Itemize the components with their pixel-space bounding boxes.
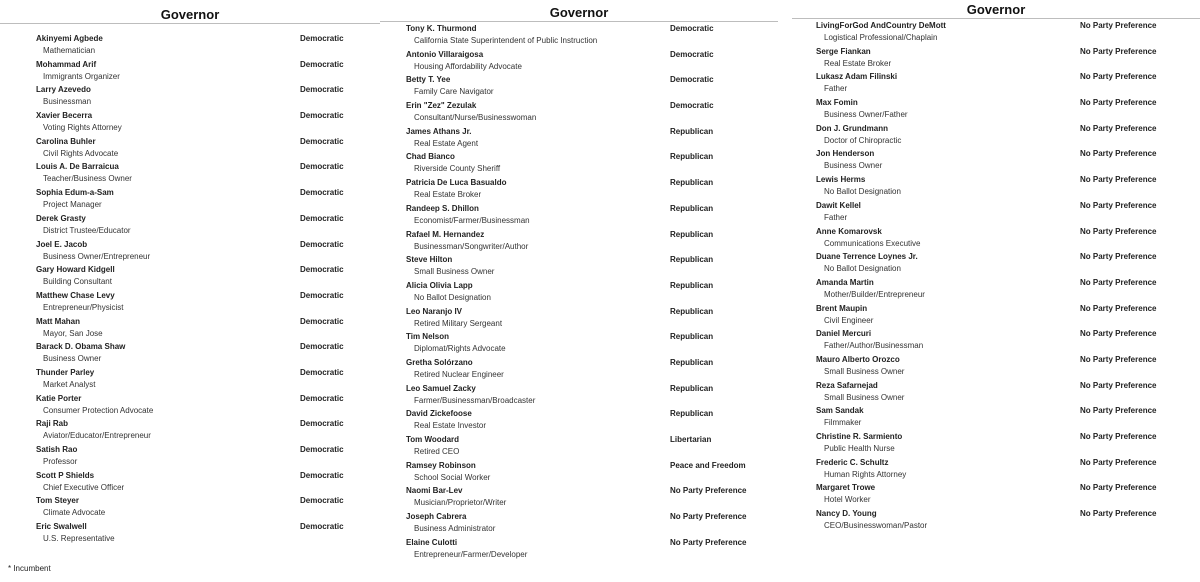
candidate-entry — [0, 136, 380, 162]
candidate-name: Dawit Kellel — [816, 200, 861, 210]
candidate-name: Barack D. Obama Shaw — [36, 342, 126, 352]
candidate-occupation: School Social Worker — [414, 472, 491, 482]
candidate-party: Democratic — [300, 445, 344, 454]
column-heading: Governor — [380, 5, 778, 22]
candidate-name: Eric Swalwell — [36, 522, 87, 532]
candidate-name: Alicia Olivia Lapp — [406, 280, 473, 290]
candidate-party: No Party Preference — [1080, 175, 1157, 185]
candidate-party: Democratic — [300, 393, 344, 403]
candidate-occupation: Hotel Worker — [824, 495, 871, 505]
candidate-entry — [792, 123, 1200, 149]
candidate-party: No Party Preference — [1080, 509, 1157, 519]
candidate-party: Democratic — [670, 24, 714, 33]
candidate-occupation: Mathematician — [43, 46, 96, 55]
candidate-entry — [380, 383, 780, 409]
candidate-party: Republican — [670, 255, 714, 265]
candidate-name: Nancy D. Young — [816, 509, 877, 519]
candidate-party: Democratic — [300, 239, 344, 249]
candidate-party: Republican — [670, 126, 714, 136]
candidate-party: No Party Preference — [1080, 277, 1157, 287]
candidate-name: James Athans Jr. — [406, 126, 472, 136]
candidate-occupation: Consultant/Nurse/Businesswoman — [414, 113, 537, 123]
candidate-occupation: Project Manager — [43, 200, 102, 210]
candidate-occupation: Entrepreneur/Farmer/Developer — [414, 549, 528, 559]
candidate-name: Randeep S. Dhillon — [406, 203, 479, 213]
candidate-occupation: Small Business Owner — [414, 267, 495, 277]
candidate-entry — [380, 485, 780, 511]
candidate-party: Republican — [670, 383, 714, 393]
candidate-party: No Party Preference — [1080, 200, 1157, 210]
candidate-party: Republican — [670, 306, 714, 316]
candidate-party: Democratic — [300, 136, 344, 146]
candidate-entry — [792, 328, 1200, 354]
candidate-name: Scott P Shields — [36, 470, 95, 480]
candidate-name: Daniel Mercuri — [816, 329, 872, 339]
candidate-occupation: U.S. Representative — [43, 534, 115, 544]
incumbent-footnote: * Incumbent — [8, 564, 51, 573]
candidate-occupation: Civil Engineer — [824, 315, 874, 325]
candidate-name: Elaine Culotti — [406, 537, 458, 547]
candidate-entry — [0, 495, 380, 521]
candidate-entry — [792, 457, 1200, 483]
candidate-entry — [380, 357, 780, 383]
candidate-list — [0, 33, 380, 547]
candidate-entry — [380, 254, 780, 280]
candidate-occupation: Public Health Nurse — [824, 444, 895, 453]
candidate-occupation: Consumer Protection Advocate — [43, 405, 154, 415]
candidate-name: Akinyemi Agbede — [36, 34, 103, 43]
candidate-occupation: Professor — [43, 457, 78, 466]
candidate-entry — [0, 290, 380, 316]
candidate-party: Democratic — [670, 49, 714, 59]
candidate-occupation: Business Administrator — [414, 524, 496, 534]
candidate-occupation: Farmer/Businessman/Broadcaster — [414, 395, 536, 405]
candidate-occupation: Diplomat/Rights Advocate — [414, 344, 506, 354]
candidate-name: Satish Rao — [36, 445, 78, 454]
candidate-occupation: Logistical Professional/Chaplain — [824, 33, 938, 42]
candidate-name: Gary Howard Kidgell — [36, 265, 115, 275]
candidate-party: No Party Preference — [670, 537, 747, 547]
candidate-name: Erin "Zez" Zezulak — [406, 101, 477, 111]
candidate-occupation: Market Analyst — [43, 379, 96, 389]
candidate-name: Tim Nelson — [406, 332, 449, 342]
candidate-name: Mauro Alberto Orozco — [816, 354, 900, 364]
candidate-party: Republican — [670, 409, 714, 419]
candidate-occupation: Climate Advocate — [43, 508, 106, 518]
candidate-name: Joseph Cabrera — [406, 512, 467, 522]
candidate-party: Republican — [670, 357, 714, 367]
candidate-occupation: Entrepreneur/Physicist — [43, 302, 124, 312]
candidate-party: Democratic — [300, 162, 344, 172]
candidate-occupation: Economist/Farmer/Businessman — [414, 215, 530, 225]
candidate-name: Sam Sandak — [816, 406, 864, 416]
candidate-party: Democratic — [300, 290, 344, 300]
candidate-name: Chad Bianco — [406, 152, 455, 162]
candidate-entry — [0, 59, 380, 85]
candidate-party: No Party Preference — [670, 512, 747, 522]
candidate-list — [792, 20, 1200, 534]
candidate-entry — [792, 405, 1200, 431]
candidate-occupation: Father — [824, 84, 848, 94]
candidate-name: Ramsey Robinson — [406, 460, 476, 470]
candidate-entry — [0, 470, 380, 496]
candidate-party: Democratic — [300, 85, 344, 95]
candidate-entry — [380, 537, 780, 563]
candidate-name: Larry Azevedo — [36, 85, 91, 95]
candidate-occupation: Filmmaker — [824, 418, 862, 428]
candidate-name: Christine R. Sarmiento — [816, 432, 903, 441]
candidate-name: Serge Fiankan — [816, 46, 871, 56]
candidate-name: Louis A. De Barraicua — [36, 162, 119, 172]
candidate-party: Republican — [670, 229, 714, 239]
candidate-party: Democratic — [300, 111, 344, 121]
candidate-entry — [0, 161, 380, 187]
candidate-name: Derek Grasty — [36, 213, 86, 223]
candidate-name: Katie Porter — [36, 393, 82, 403]
candidate-occupation: Business Owner — [824, 161, 883, 171]
candidate-entry — [380, 100, 780, 126]
candidate-occupation: Small Business Owner — [824, 366, 905, 376]
candidate-party: No Party Preference — [1080, 252, 1157, 262]
candidate-name: Tony K. Thurmond — [406, 24, 477, 33]
candidate-occupation: Father — [824, 212, 848, 222]
candidate-party: No Party Preference — [1080, 149, 1157, 159]
candidate-party: No Party Preference — [1080, 329, 1157, 339]
candidate-occupation: No Ballot Designation — [824, 264, 901, 274]
candidate-entry — [0, 444, 380, 470]
candidate-entry — [792, 71, 1200, 97]
candidate-party: No Party Preference — [670, 486, 747, 496]
candidate-entry — [380, 511, 780, 537]
candidate-name: Carolina Buhler — [36, 136, 96, 146]
candidate-occupation: Business Owner/Father — [824, 110, 908, 120]
candidate-name: Amanda Martin — [816, 277, 874, 287]
candidate-entry — [792, 226, 1200, 252]
candidate-entry — [0, 187, 380, 213]
candidate-party: Democratic — [300, 59, 344, 69]
candidate-entry — [0, 521, 380, 547]
candidate-entry — [0, 316, 380, 342]
candidate-occupation: Communications Executive — [824, 238, 921, 248]
candidate-occupation: Real Estate Investor — [414, 421, 487, 431]
candidate-name: Leo Naranjo IV — [406, 306, 463, 316]
candidate-party: No Party Preference — [1080, 123, 1157, 133]
candidate-party: Republican — [670, 280, 714, 290]
candidate-occupation: Real Estate Broker — [414, 190, 482, 200]
candidate-name: Matt Mahan — [36, 316, 80, 326]
candidate-occupation: Retired Military Sergeant — [414, 318, 503, 328]
candidate-entry — [380, 49, 780, 75]
candidate-occupation: Civil Rights Advocate — [43, 148, 119, 158]
candidate-party: No Party Preference — [1080, 98, 1157, 108]
candidate-occupation: Real Estate Agent — [414, 138, 479, 148]
candidate-party: No Party Preference — [1080, 406, 1157, 416]
candidate-name: Margaret Trowe — [816, 483, 876, 493]
candidate-entry — [792, 277, 1200, 303]
candidate-entry — [380, 126, 780, 152]
candidate-entry — [792, 303, 1200, 329]
candidate-entry — [792, 508, 1200, 534]
candidate-party: Democratic — [300, 316, 344, 326]
candidate-party: Democratic — [300, 188, 344, 198]
candidate-party: Democratic — [300, 522, 344, 532]
candidate-party: Democratic — [300, 265, 344, 275]
candidate-party: No Party Preference — [1080, 21, 1157, 30]
candidate-entry — [792, 174, 1200, 200]
candidate-name: Lewis Herms — [816, 175, 866, 185]
candidate-name: Antonio Villaraigosa — [406, 49, 484, 59]
candidate-entry — [0, 367, 380, 393]
candidate-name: Tom Woodard — [406, 435, 460, 444]
candidate-entry — [0, 239, 380, 265]
candidate-name: Brent Maupin — [816, 303, 868, 313]
candidate-name: Jon Henderson — [816, 149, 875, 159]
candidate-name: Rafael M. Hernandez — [406, 229, 485, 239]
candidate-entry — [380, 306, 780, 332]
candidate-party: Republican — [670, 203, 714, 213]
candidate-entry — [0, 110, 380, 136]
candidate-occupation: Business Owner/Entrepreneur — [43, 251, 151, 261]
candidate-occupation: Family Care Navigator — [414, 87, 494, 97]
candidate-entry — [380, 434, 780, 460]
candidate-entry — [792, 46, 1200, 72]
candidate-party: Democratic — [300, 419, 344, 429]
candidate-entry — [380, 23, 780, 49]
candidate-name: Steve Hilton — [406, 255, 453, 265]
candidate-name: Max Fomin — [816, 98, 858, 108]
candidate-occupation: Immigrants Organizer — [43, 71, 120, 81]
candidate-name: Betty T. Yee — [406, 75, 451, 85]
candidate-party: No Party Preference — [1080, 354, 1157, 364]
candidate-entry — [792, 354, 1200, 380]
candidate-party: Republican — [670, 152, 714, 162]
candidate-name: LivingForGod AndCountry DeMott — [816, 21, 946, 30]
candidate-entry — [0, 264, 380, 290]
candidate-occupation: Mayor, San Jose — [43, 328, 103, 338]
candidate-party: Democratic — [300, 367, 344, 377]
candidate-name: Mohammad Arif — [36, 59, 97, 69]
candidate-name: Leo Samuel Zacky — [406, 383, 476, 393]
candidate-occupation: Aviator/Educator/Entrepreneur — [43, 431, 151, 441]
candidate-entry — [380, 280, 780, 306]
candidate-party: Democratic — [300, 213, 344, 223]
candidate-occupation: District Trustee/Educator — [43, 225, 131, 235]
candidate-entry — [792, 251, 1200, 277]
candidate-occupation: Chief Executive Officer — [43, 482, 125, 492]
candidate-party: Democratic — [670, 101, 714, 111]
candidate-entry — [792, 431, 1200, 457]
candidate-entry — [380, 177, 780, 203]
candidate-party: Democratic — [670, 75, 714, 85]
candidate-entry — [792, 482, 1200, 508]
candidate-name: Anne Komarovsk — [816, 226, 882, 236]
candidate-entry — [792, 97, 1200, 123]
candidate-entry — [380, 460, 780, 486]
candidate-entry — [380, 151, 780, 177]
candidate-entry — [380, 408, 780, 434]
candidate-entry — [0, 418, 380, 444]
candidate-entry — [380, 74, 780, 100]
candidate-name: Frederic C. Schultz — [816, 457, 889, 467]
candidate-party: No Party Preference — [1080, 483, 1157, 493]
candidate-party: No Party Preference — [1080, 457, 1157, 467]
candidate-party: Republican — [670, 178, 714, 188]
candidate-entry — [0, 84, 380, 110]
candidate-occupation: Real Estate Broker — [824, 58, 892, 68]
candidate-name: Sophia Edum-a-Sam — [36, 188, 114, 198]
candidate-name: Tom Steyer — [36, 496, 79, 506]
candidate-party: No Party Preference — [1080, 303, 1157, 313]
candidate-party: No Party Preference — [1080, 432, 1157, 441]
candidate-party: No Party Preference — [1080, 72, 1157, 82]
candidate-entry — [380, 229, 780, 255]
candidate-occupation: Building Consultant — [43, 277, 112, 287]
candidate-name: Raji Rab — [36, 419, 69, 429]
candidate-occupation: Retired CEO — [414, 447, 460, 456]
candidate-occupation: Housing Affordability Advocate — [414, 61, 522, 71]
candidate-occupation: No Ballot Designation — [414, 292, 491, 302]
column-heading: Governor — [0, 7, 380, 24]
candidate-name: Joel E. Jacob — [36, 239, 88, 249]
candidate-occupation: Doctor of Chiropractic — [824, 135, 902, 145]
candidate-name: Lukasz Adam Filinski — [816, 72, 898, 82]
candidate-party: Libertarian — [670, 435, 712, 444]
candidate-occupation: Business Owner — [43, 354, 102, 364]
candidate-entry — [0, 213, 380, 239]
candidate-party: Democratic — [300, 470, 344, 480]
candidate-entry — [0, 393, 380, 419]
candidate-occupation: No Ballot Designation — [824, 187, 901, 197]
candidate-name: Gretha Solórzano — [406, 357, 473, 367]
candidate-entry — [792, 148, 1200, 174]
candidate-name: Thunder Parley — [36, 367, 95, 377]
candidate-party: No Party Preference — [1080, 226, 1157, 236]
candidate-occupation: Businessman/Songwriter/Author — [414, 241, 529, 251]
candidate-name: David Zickefoose — [406, 409, 472, 419]
candidate-entry — [0, 33, 380, 59]
candidate-party: Democratic — [300, 342, 344, 352]
candidate-occupation: Mother/Builder/Entrepreneur — [824, 289, 925, 299]
candidate-occupation: Voting Rights Attorney — [43, 123, 122, 133]
candidate-party: Peace and Freedom — [670, 460, 746, 470]
candidate-party: Democratic — [300, 34, 344, 43]
candidate-party: No Party Preference — [1080, 46, 1157, 56]
candidate-occupation: Musician/Proprietor/Writer — [414, 498, 507, 508]
candidate-name: Xavier Becerra — [36, 111, 93, 121]
candidate-occupation: Small Business Owner — [824, 392, 905, 402]
candidate-name: Don J. Grundmann — [816, 123, 888, 133]
candidate-name: Patricia De Luca Basualdo — [406, 178, 507, 188]
candidate-occupation: California State Superintendent of Public Instruction — [414, 36, 598, 45]
candidate-entry — [792, 20, 1200, 46]
candidate-occupation: Retired Nuclear Engineer — [414, 369, 504, 379]
candidate-entry — [792, 200, 1200, 226]
candidate-name: Reza Safarnejad — [816, 380, 878, 390]
candidate-occupation: Teacher/Business Owner — [43, 174, 132, 184]
candidate-occupation: Businessman — [43, 97, 92, 107]
candidate-occupation: Human Rights Attorney — [824, 469, 907, 479]
column-heading: Governor — [792, 2, 1200, 19]
candidate-party: Democratic — [300, 496, 344, 506]
candidate-occupation: Riverside County Sheriff — [414, 164, 501, 174]
candidate-name: Matthew Chase Levy — [36, 290, 115, 300]
candidate-party: Republican — [670, 332, 714, 342]
candidate-occupation: CEO/Businesswoman/Pastor — [824, 521, 928, 531]
candidate-name: Naomi Bar-Lev — [406, 486, 463, 496]
candidate-entry — [380, 331, 780, 357]
candidate-occupation: Father/Author/Businessman — [824, 341, 924, 351]
candidate-name: Duane Terrence Loynes Jr. — [816, 252, 918, 262]
candidate-entry — [792, 380, 1200, 406]
candidate-party: No Party Preference — [1080, 380, 1157, 390]
candidate-list — [380, 23, 780, 562]
candidate-entry — [380, 203, 780, 229]
candidate-entry — [0, 341, 380, 367]
